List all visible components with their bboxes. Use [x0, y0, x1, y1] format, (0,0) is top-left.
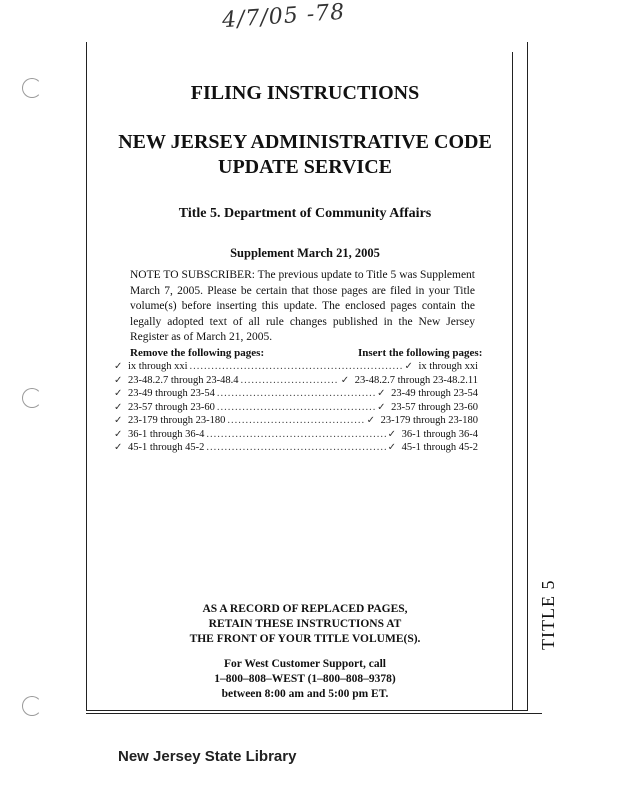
- handwritten-note: 4/7/05 -78: [221, 0, 346, 34]
- record-line: RETAIN THESE INSTRUCTIONS AT: [208, 618, 402, 630]
- tab-divider: [512, 52, 513, 710]
- frame-divider: [86, 713, 542, 714]
- support-line: 1–800–808–WEST (1–800–808–9378): [214, 673, 396, 685]
- checkmark-icon: ✓: [114, 442, 123, 453]
- remove-pages: 36-1 through 36-4: [128, 428, 205, 440]
- binder-hole-icon: [22, 78, 42, 98]
- checkmark-icon: ✓: [114, 374, 123, 386]
- checkmark-icon: ✓: [114, 428, 123, 440]
- record-notice: [130, 602, 480, 647]
- leader-dots: [206, 442, 385, 453]
- support-line: between 8:00 am and 5:00 pm ET.: [221, 688, 389, 700]
- title-section-heading: Title 5. Department of Community Affairs: [178, 206, 432, 221]
- support-line: For West Customer Support, call: [224, 658, 386, 670]
- subtitle-line: NEW JERSEY ADMINISTRATIVE CODE: [118, 131, 492, 153]
- record-line: AS A RECORD OF REPLACED PAGES,: [202, 603, 408, 615]
- supplement-heading: Supplement March 21, 2005: [230, 246, 380, 260]
- checkmark-icon: ✓: [340, 374, 350, 386]
- table-row: [114, 402, 478, 416]
- checkmark-icon: ✓: [366, 415, 375, 426]
- support-notice: [130, 657, 480, 702]
- remove-header: Remove the following pages:: [130, 347, 265, 359]
- binder-hole-icon: [22, 696, 42, 716]
- insert-pages: 23-48.2.7 through 23-48.2.11: [354, 374, 478, 386]
- remove-pages: 45-1 through 45-2: [128, 442, 205, 453]
- insert-pages: 23-57 through 23-60: [391, 401, 478, 413]
- table-row: [114, 415, 478, 429]
- library-footer: New Jersey State Library: [118, 748, 297, 765]
- checkmark-icon: ✓: [114, 401, 123, 413]
- leader-dots: [217, 402, 375, 413]
- page-subtitle: [100, 130, 510, 180]
- remove-pages: 23-49 through 23-54: [128, 388, 215, 399]
- remove-pages: 23-48.2.7 through 23-48.4: [128, 374, 239, 386]
- tab-label: TITLE 5: [538, 579, 558, 650]
- checkmark-icon: ✓: [114, 361, 123, 372]
- checkmark-icon: ✓: [387, 442, 396, 453]
- leader-dots: [206, 429, 385, 440]
- table-row: [114, 388, 478, 402]
- checkmark-icon: ✓: [377, 401, 386, 413]
- checkmark-icon: ✓: [377, 388, 386, 399]
- insert-pages: ix through xxi: [418, 361, 478, 372]
- insert-pages: 45-1 through 45-2: [401, 442, 478, 453]
- leader-dots: [190, 361, 403, 372]
- leader-dots: [241, 375, 339, 386]
- record-line: THE FRONT OF YOUR TITLE VOLUME(S).: [189, 633, 421, 645]
- checkmark-icon: ✓: [114, 415, 123, 426]
- binder-hole-icon: [22, 388, 42, 408]
- remove-pages: 23-179 through 23-180: [128, 415, 226, 426]
- checkmark-icon: ✓: [404, 361, 413, 372]
- insert-pages: 23-179 through 23-180: [380, 415, 478, 426]
- remove-pages: 23-57 through 23-60: [128, 401, 215, 413]
- table-row: [114, 442, 478, 456]
- page-title: FILING INSTRUCTIONS: [190, 82, 420, 104]
- leader-dots: [217, 388, 375, 399]
- leader-dots: [227, 415, 364, 426]
- checkmark-icon: ✓: [387, 428, 396, 440]
- table-row: [114, 361, 478, 375]
- insert-pages: 23-49 through 23-54: [391, 388, 478, 399]
- page-list: [114, 361, 478, 456]
- subtitle-line: UPDATE SERVICE: [218, 156, 392, 178]
- checkmark-icon: ✓: [114, 388, 123, 399]
- insert-pages: 36-1 through 36-4: [401, 428, 478, 440]
- insert-header: Insert the following pages:: [358, 347, 483, 359]
- table-row: [114, 375, 478, 389]
- remove-pages: ix through xxi: [128, 361, 188, 372]
- subscriber-note: NOTE TO SUBSCRIBER: The previous update to Title 5 was Supplement March 7, 2005. Please be certain that those pages are filed in your Title volume(s) before inserting this update. The enclosed pages contain the legally adopted text of all rule changes published in the New Jersey Register as of March 21, 2005.: [130, 269, 475, 343]
- table-row: [114, 429, 478, 443]
